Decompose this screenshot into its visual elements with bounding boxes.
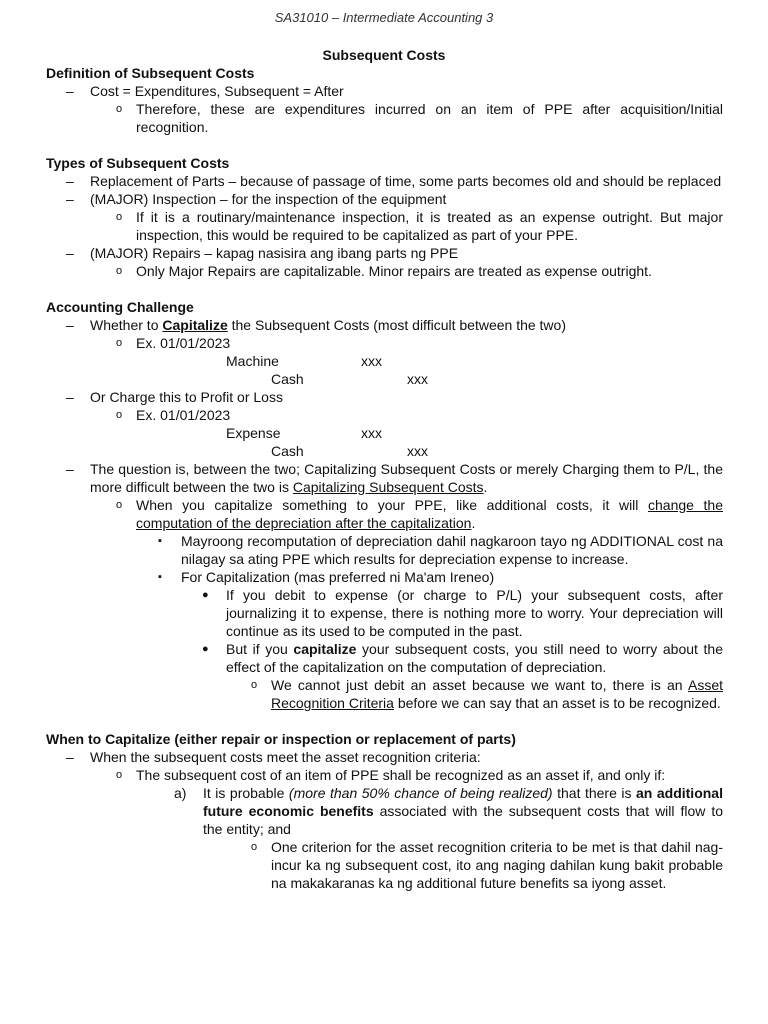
list-item (46, 244, 723, 262)
journal-account: Cash (271, 371, 304, 387)
list-item-text: Whether to Capitalize the Subsequent Costs (most difficult between the two) (90, 317, 566, 333)
list-item-text: For Capitalization (mas preferred ni Ma'am Ireneo) (181, 569, 495, 585)
circle-bullet: o (116, 499, 123, 511)
list-item-text: When you capitalize something to your PPE, like additional costs, it will change the computation of the depreciation after the capitalization. (136, 497, 723, 531)
list-item-text: Mayroong recomputation of depreciation dahil nagkaroon tayo ng ADDITIONAL cost na nilagay sa ating PPE which results for depreciation expense to increase. (181, 533, 723, 567)
list-item (46, 190, 723, 208)
list-item-text: When the subsequent costs meet the asset recognition criteria: (90, 749, 481, 765)
section-heading-definition: Definition of Subsequent Costs (46, 65, 255, 81)
circle-bullet: o (251, 679, 258, 691)
list-item (46, 640, 723, 676)
dash-bullet: – (66, 245, 74, 261)
list-item-text: (MAJOR) Inspection – for the inspection of the equipment (90, 191, 447, 207)
list-item-text: It is probable (more than 50% chance of being realized) that there is an additional future economic benefits associated with the subsequent costs that will flow to the entity; and (203, 785, 724, 837)
list-item-text: If you debit to expense (or charge to P/L) your subsequent costs, after journalizing it to expense, there is nothing more to worry. Your depreciation will continue as its used to be computed in the past. (226, 587, 723, 639)
page-title: Subsequent Costs (322, 47, 446, 63)
list-item (46, 82, 723, 100)
circle-bullet: o (116, 769, 123, 781)
list-item-text: Or Charge this to Profit or Loss (90, 389, 283, 405)
list-item (46, 532, 723, 568)
circle-bullet: o (116, 337, 123, 349)
journal-amount: xxx (361, 353, 382, 369)
list-item (46, 334, 723, 352)
journal-amount: xxx (361, 425, 382, 441)
list-item (46, 262, 723, 280)
list-item-text: Replacement of Parts – because of passage of time, some parts becomes old and should be replaced (90, 173, 722, 189)
list-item (46, 568, 723, 586)
journal-amount: xxx (407, 371, 428, 387)
document-body (46, 64, 723, 892)
journal-entry-debit (46, 424, 723, 442)
example-date: Ex. 01/01/2023 (136, 407, 231, 423)
list-item-text: The question is, between the two; Capitalizing Subsequent Costs or merely Charging them to P/L, the more difficult between the two is Capitalizing Subsequent Costs. (90, 461, 723, 495)
journal-entry-credit (46, 370, 723, 388)
journal-entry-credit (46, 442, 723, 460)
list-item-text: Only Major Repairs are capitalizable. Minor repairs are treated as expense outright. (136, 263, 652, 279)
list-item (46, 784, 723, 838)
document-header: SA31010 – Intermediate Accounting 3 (274, 10, 494, 25)
list-item-text: Therefore, these are expenditures incurred on an item of PPE after acquisition/Initial recognition. (136, 101, 723, 135)
section-heading-types: Types of Subsequent Costs (46, 155, 230, 171)
journal-account: Cash (271, 443, 304, 459)
section-heading-challenge: Accounting Challenge (46, 299, 194, 315)
circle-bullet: o (116, 265, 123, 277)
list-item (46, 316, 723, 334)
journal-account: Expense (226, 425, 281, 441)
list-item (46, 586, 723, 640)
list-item (46, 838, 723, 892)
list-item (46, 208, 723, 244)
list-item-text: Cost = Expenditures, Subsequent = After (90, 83, 344, 99)
section-heading-when: When to Capitalize (either repair or inspection or replacement of parts) (46, 731, 516, 747)
circle-bullet: o (116, 103, 123, 115)
journal-account: Machine (226, 353, 279, 369)
dash-bullet: – (66, 461, 74, 477)
circle-bullet: o (116, 409, 123, 421)
list-item (46, 766, 723, 784)
emphasis-capitalize: Capitalize (162, 317, 228, 333)
circle-bullet: o (116, 211, 123, 223)
dash-bullet: – (66, 317, 74, 333)
list-item-text: One criterion for the asset recognition criteria to be met is that dahil nag-incur ka ng subsequent cost, ito ang naging dahilan kung bakit probable na makakaranas ka ng additional future benefits sa iyong asset. (271, 839, 723, 891)
journal-entry-debit (46, 352, 723, 370)
journal-amount: xxx (407, 443, 428, 459)
square-bullet: ▪ (158, 535, 162, 547)
dot-bullet: ● (202, 589, 209, 601)
list-item-text: (MAJOR) Repairs – kapag nasisira ang ibang parts ng PPE (90, 245, 459, 261)
dot-bullet: ● (202, 643, 209, 655)
list-item-text: The subsequent cost of an item of PPE shall be recognized as an asset if, and only if: (136, 767, 666, 783)
list-item (46, 676, 723, 712)
list-item (46, 748, 723, 766)
dash-bullet: – (66, 389, 74, 405)
dash-bullet: – (66, 83, 74, 99)
list-item-text: We cannot just debit an asset because we want to, there is an Asset Recognition Criteria before we can say that an asset is to be recognized. (271, 677, 723, 711)
list-item (46, 100, 723, 136)
dash-bullet: – (66, 191, 74, 207)
list-item (46, 172, 723, 190)
circle-bullet: o (251, 841, 258, 853)
list-item (46, 406, 723, 424)
list-item (46, 388, 723, 406)
list-item-text: If it is a routinary/maintenance inspection, it is treated as an expense outright. But major inspection, this would be required to be capitalized as part of your PPE. (136, 209, 723, 243)
list-item-text: But if you capitalize your subsequent costs, you still need to worry about the effect of the capitalization on the computation of depreciation. (226, 641, 723, 675)
letter-bullet: a) (174, 785, 187, 801)
dash-bullet: – (66, 749, 74, 765)
example-date: Ex. 01/01/2023 (136, 335, 231, 351)
list-item (46, 496, 723, 532)
square-bullet: ▪ (158, 571, 162, 583)
dash-bullet: – (66, 173, 74, 189)
list-item (46, 460, 723, 496)
